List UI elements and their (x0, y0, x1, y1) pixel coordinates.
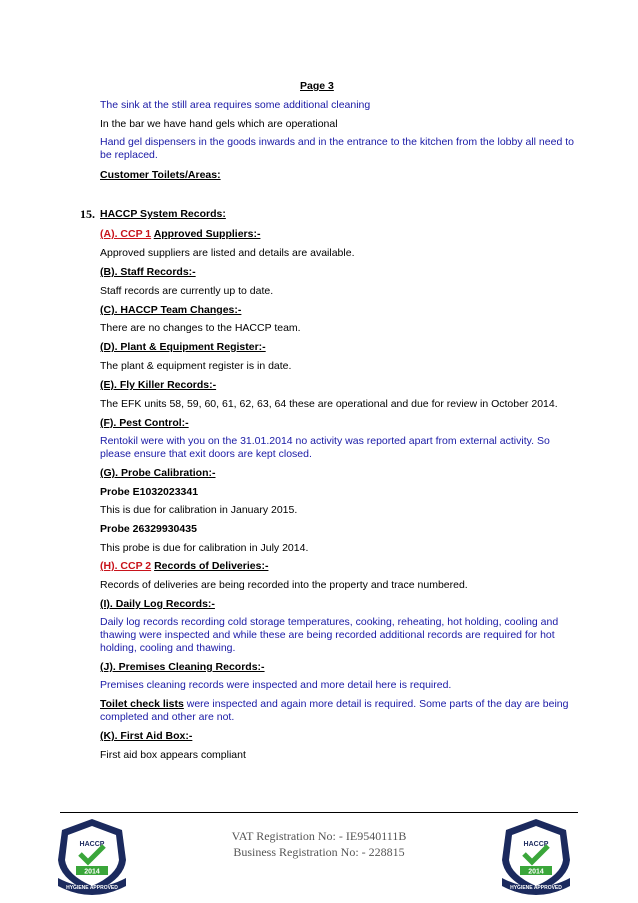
section-number: 15. (80, 207, 95, 221)
heading-c: (C). HACCP Team Changes:- (100, 304, 242, 316)
heading-i: (I). Daily Log Records:- (100, 598, 215, 610)
probe-2-text: This probe is due for calibration in July 2014. (100, 542, 309, 554)
heading-e: (E). Fly Killer Records:- (100, 379, 217, 391)
heading-a (100, 228, 260, 240)
text-b: Staff records are currently up to date. (100, 285, 274, 297)
badge-haccp-text: HACCP (523, 841, 549, 848)
heading-g: (G). Probe Calibration:- (100, 467, 216, 479)
haccp-badge-left (52, 816, 132, 896)
heading-b: (B). Staff Records:- (100, 266, 196, 278)
vat-registration: VAT Registration No: - IE9540111B (231, 829, 407, 843)
section-title: HACCP System Records: (100, 208, 226, 220)
heading-h-title: Records of Deliveries:- (154, 560, 269, 572)
heading-k: (K). First Aid Box:- (100, 730, 193, 742)
heading-f: (F). Pest Control:- (100, 417, 189, 429)
heading-a-prefix: (A). CCP 1 (100, 228, 152, 240)
badge-haccp-text: HACCP (79, 841, 105, 848)
toilet-check-text: were inspected and again more detail is required. Some parts of the day are being completed and other are not. (100, 698, 569, 723)
heading-h (100, 560, 268, 572)
text-e: The EFK units 58, 59, 60, 61, 62, 63, 64 these are operational and due for review in October 2014. (100, 398, 558, 410)
probe-1-text: This is due for calibration in January 2015. (100, 504, 298, 516)
sink-note: The sink at the still area requires some additional cleaning (100, 99, 371, 111)
heading-d: (D). Plant & Equipment Register:- (100, 341, 266, 353)
probe-1-label: Probe E1032023341 (100, 486, 199, 498)
toilet-check-label: Toilet check lists (100, 698, 184, 710)
text-c: There are no changes to the HACCP team. (100, 322, 301, 334)
probe-2-label: Probe 26329930435 (100, 523, 197, 535)
text-i: Daily log records recording cold storage temperatures, cooking, reheating, hot holding, cooling and thawing were inspected and while these are being recorded additional records are required for hot holding, cooling and thawing. (100, 616, 559, 654)
heading-h-prefix: (H). CCP 2 (100, 560, 152, 572)
text-h: Records of deliveries are being recorded into the property and trace numbered. (100, 579, 468, 591)
heading-j: (J). Premises Cleaning Records:- (100, 661, 265, 673)
badge-year: 2014 (84, 868, 100, 876)
business-registration: Business Registration No: - 228815 (233, 845, 405, 859)
haccp-badge-right (496, 816, 576, 896)
text-d: The plant & equipment register is in date. (100, 360, 292, 372)
heading-a-title: Approved Suppliers:- (153, 228, 261, 240)
toilet-check-note (100, 698, 580, 724)
badge-year: 2014 (528, 868, 544, 876)
page-label: Page 3 (300, 80, 334, 92)
badge-ribbon-text: HYGIENE APPROVED (510, 885, 562, 891)
footer-divider (60, 812, 578, 813)
customer-toilets-heading: Customer Toilets/Areas: (100, 169, 221, 181)
text-j: Premises cleaning records were inspected and more detail here is required. (100, 679, 452, 691)
text-a: Approved suppliers are listed and details are available. (100, 247, 355, 259)
text-k: First aid box appears compliant (100, 749, 246, 761)
bar-note: In the bar we have hand gels which are operational (100, 118, 338, 130)
hand-gel-note: Hand gel dispensers in the goods inwards and in the entrance to the kitchen from the lobby all need to be replaced. (100, 136, 574, 161)
badge-ribbon-text: HYGIENE APPROVED (66, 885, 118, 891)
text-f: Rentokil were with you on the 31.01.2014 no activity was reported apart from external activity. So please ensure that exit doors are kept closed. (100, 435, 550, 460)
